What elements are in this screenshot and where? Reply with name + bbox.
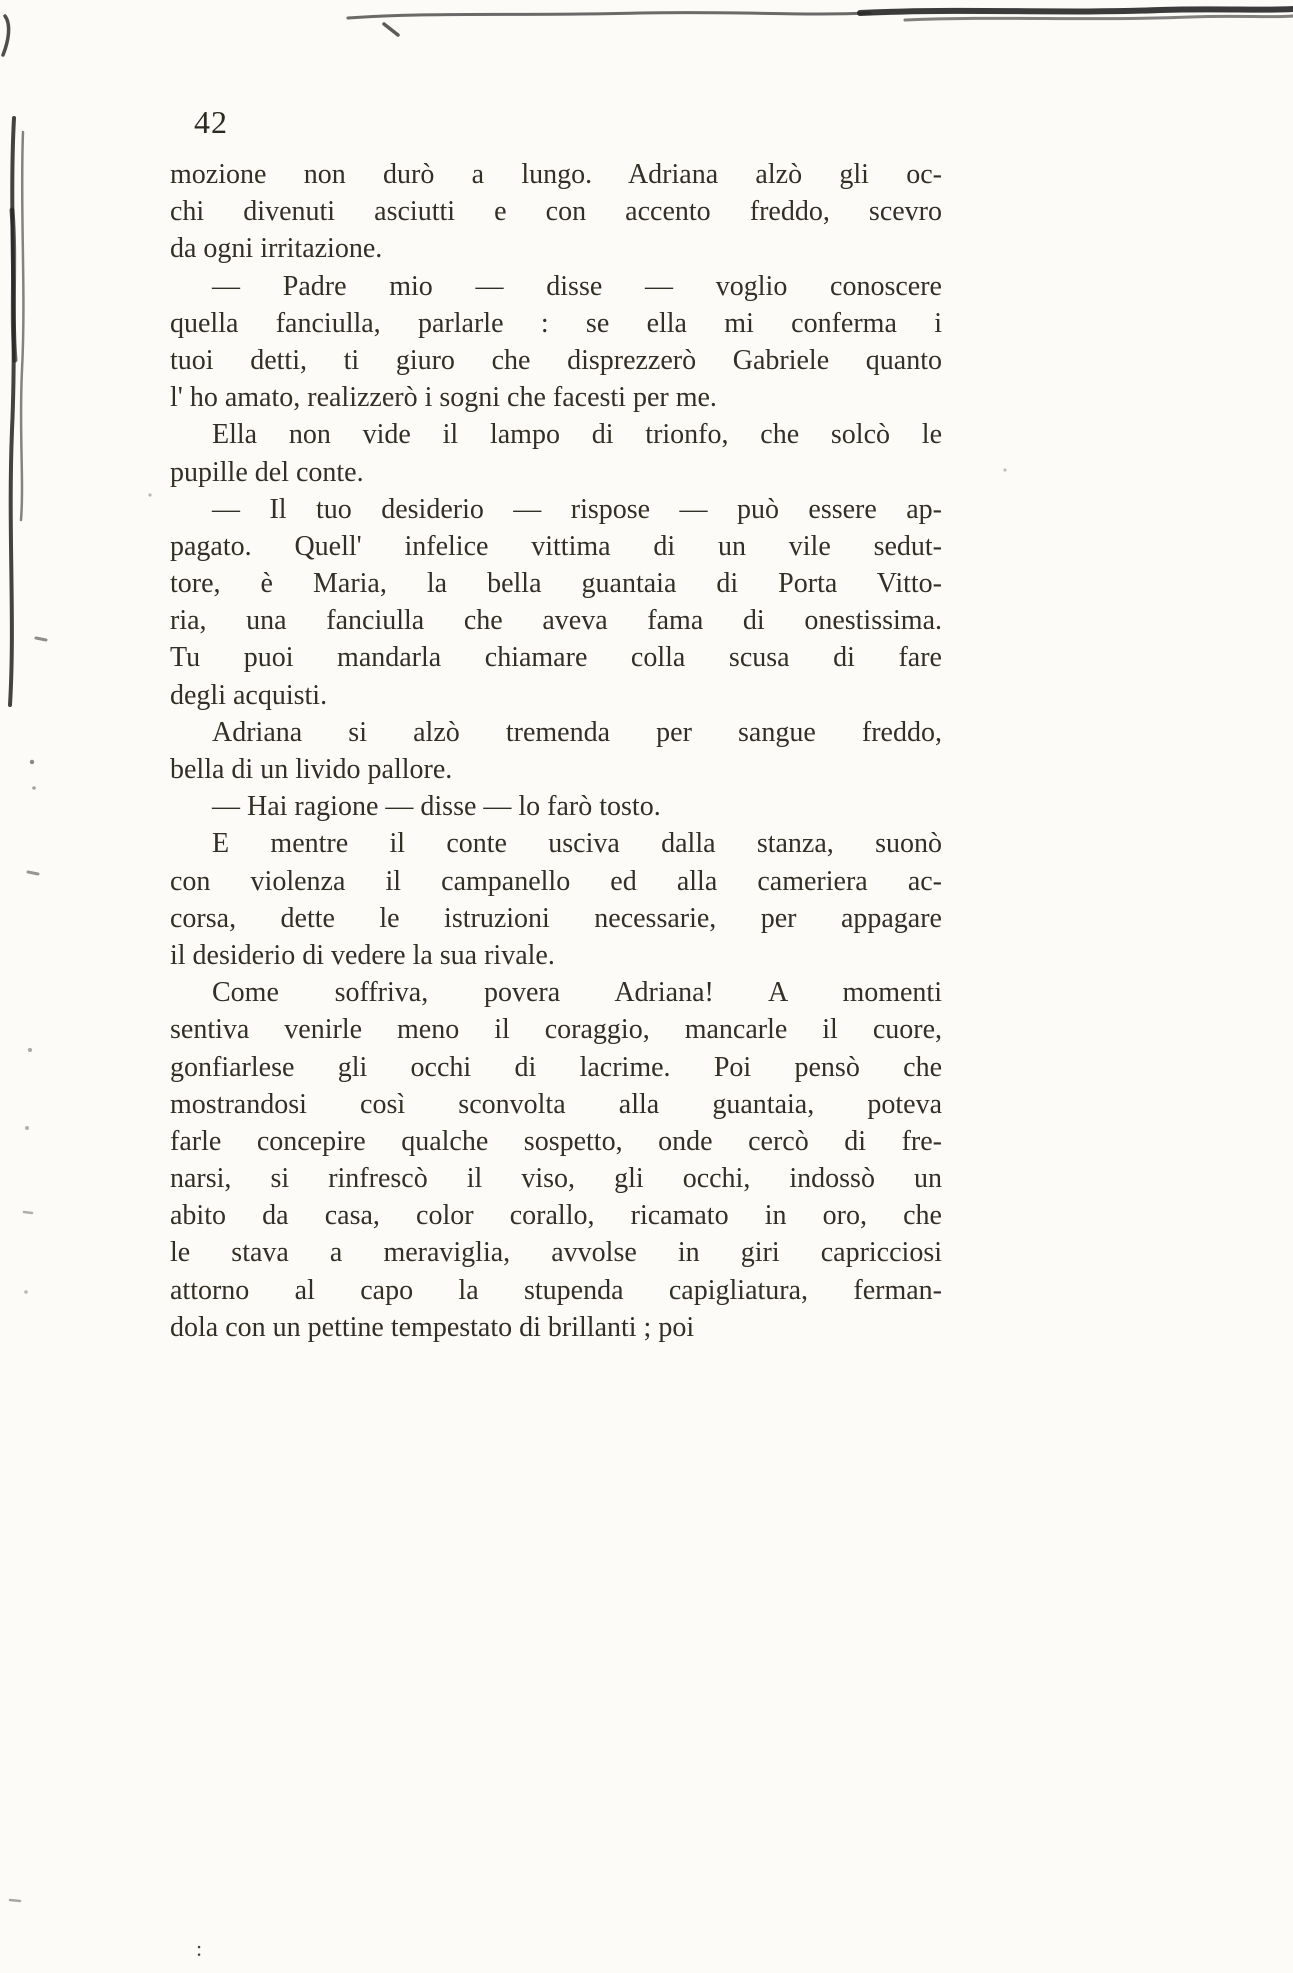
text-line: Ella non vide il lampo di trionfo, che solcò le	[212, 419, 942, 451]
text-line: bella di un livido pallore.	[170, 754, 453, 785]
text-block	[170, 156, 942, 1346]
text-line: tuoi detti, ti giuro che disprezzerò Gabriele quanto	[170, 344, 942, 376]
text-line: mostrandosi così sconvolta alla guantaia, poteva	[170, 1088, 942, 1120]
text-line: le stava a meraviglia, avvolse in giri capricciosi	[170, 1237, 942, 1269]
text-line: da ogni irritazione.	[170, 233, 383, 265]
text-line: E mentre il conte usciva dalla stanza, suonò	[212, 828, 942, 860]
text-line: Come soffriva, povera Adriana! A momenti	[212, 977, 942, 1009]
text-line: il desiderio di vedere la sua rivale.	[170, 939, 555, 971]
text-line: pupille del conte.	[170, 456, 364, 488]
text-line: sentiva venirle meno il coraggio, mancarle il cuore,	[170, 1014, 942, 1046]
text-line: Tu puoi mandarla chiamare colla scusa di fare	[170, 642, 942, 674]
text-line: abito da casa, color corallo, ricamato in oro, che	[170, 1200, 942, 1232]
text-line: dola con un pettine tempestato di brillanti ; poi	[170, 1311, 695, 1343]
page-number: 42	[194, 104, 228, 140]
bottom-ink-mark: :	[196, 1936, 203, 1961]
text-line: con violenza il campanello ed alla cameriera ac-	[170, 865, 942, 897]
text-line: — Il tuo desiderio — rispose — può essere ap-	[212, 493, 942, 525]
text-line: ria, una fanciulla che aveva fama di onestissima.	[170, 605, 942, 637]
text-line: narsi, si rinfrescò il viso, gli occhi, indossò un	[170, 1163, 942, 1195]
text-line: degli acquisti.	[170, 679, 328, 711]
text-line: mozione non durò a lungo. Adriana alzò gli oc-	[170, 159, 942, 190]
text-line: corsa, dette le istruzioni necessarie, per appagare	[170, 902, 942, 934]
text-line: chi divenuti asciutti e con accento freddo, scevro	[170, 196, 942, 228]
text-line: Adriana si alzò tremenda per sangue freddo,	[212, 716, 942, 748]
text-line: tore, è Maria, la bella guantaia di Porta Vitto-	[170, 568, 942, 600]
text-line: pagato. Quell' infelice vittima di un vile sedut-	[170, 530, 942, 562]
text-line: — Padre mio — disse — voglio conoscere	[212, 270, 942, 302]
text-line: — Hai ragione — disse — lo farò tosto.	[212, 791, 661, 823]
text-line: l' ho amato, realizzerò i sogni che facesti per me.	[170, 382, 717, 414]
text-line: farle concepire qualche sospetto, onde cercò di fre-	[170, 1125, 942, 1157]
text-line: gonfiarlese gli occhi di lacrime. Poi pensò che	[170, 1051, 942, 1083]
text-line: attorno al capo la stupenda capigliatura, ferman-	[170, 1274, 942, 1306]
text-line: quella fanciulla, parlarle : se ella mi conferma i	[170, 307, 942, 339]
